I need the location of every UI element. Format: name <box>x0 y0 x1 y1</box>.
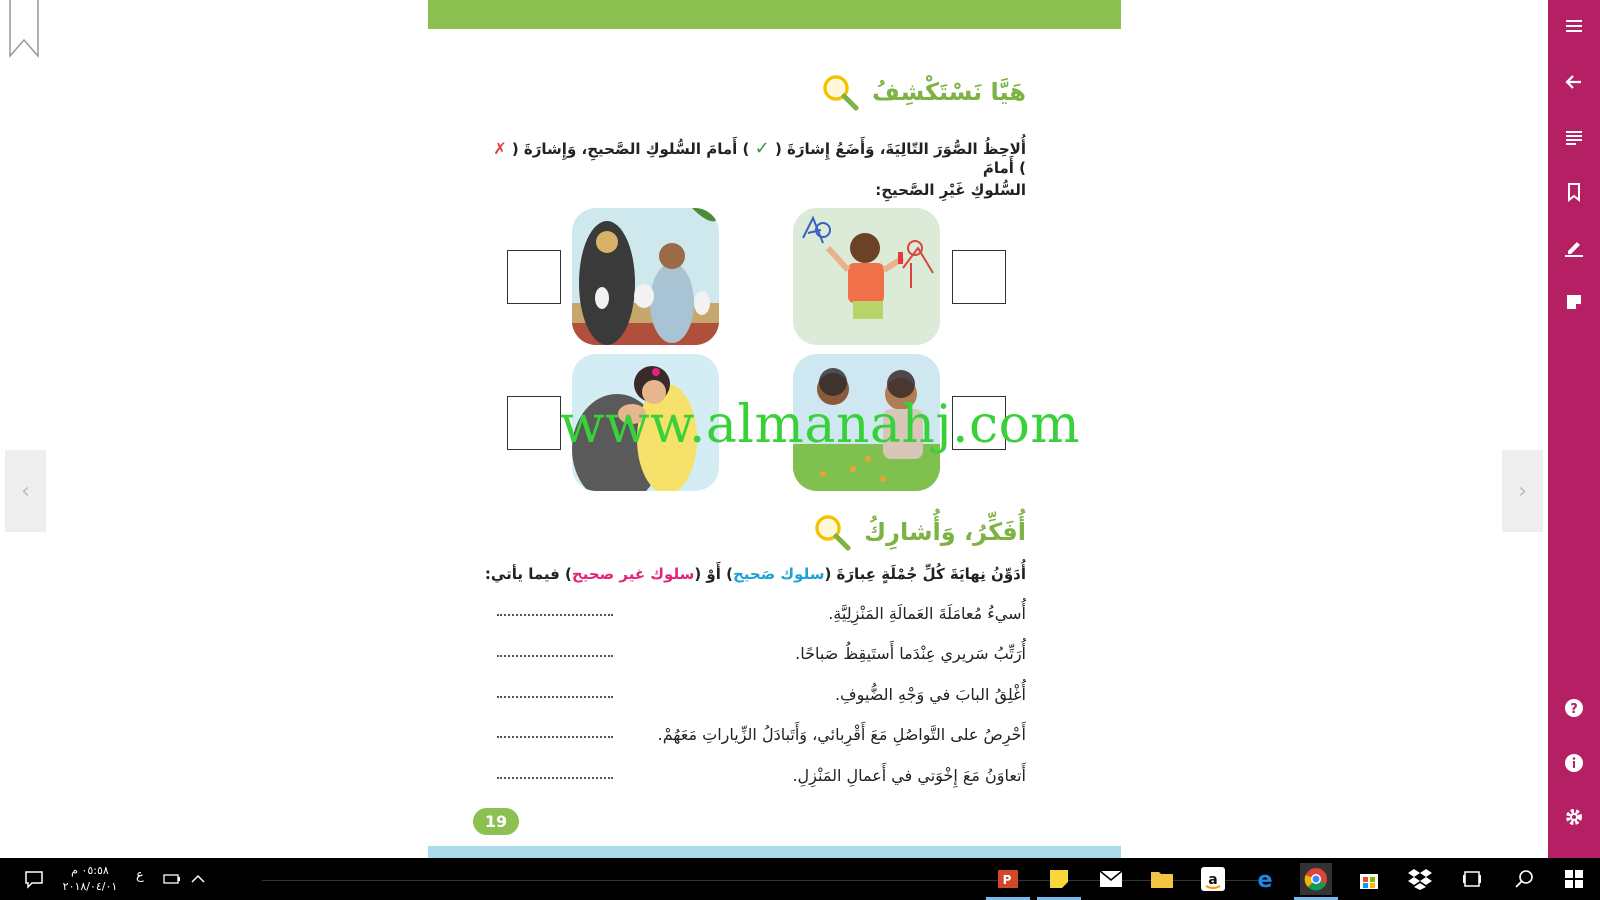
sticky-notes-app[interactable] <box>1043 863 1075 895</box>
bookmark-icon <box>1564 182 1584 202</box>
pen-icon <box>1564 237 1584 257</box>
sentence-1: أُسيءُ مُعامَلَةَ العَمالَةِ المَنْزِلِيَّةِ. <box>828 604 1026 623</box>
x-mark-icon: ✗ <box>493 139 507 158</box>
windows-start-icon <box>1564 869 1584 889</box>
sentence-3: أُغْلِقُ البابَ في وَجْهِ الضُّيوفِ. <box>834 685 1026 704</box>
help-icon <box>1564 698 1584 718</box>
sentence-5: أَتعاوَنُ مَعَ إِخْوَتي في أَعمالِ المَنْزِلِ. <box>792 766 1026 785</box>
clock-time: ٠٥:٥٨ م <box>71 864 109 877</box>
sentence-4: أَحْرِصُ على التَّواصُلِ مَعَ أَقْرِبائي، وَأَتَبادَلُ الزِّياراتِ مَعَهُمْ. <box>657 725 1026 744</box>
answer-line-1[interactable] <box>497 614 613 616</box>
input-language-indicator[interactable]: ع <box>136 868 144 883</box>
back-icon <box>1564 72 1584 92</box>
magnifier-icon <box>812 512 852 552</box>
menu-icon <box>1564 16 1584 36</box>
watermark-text: www.almanahj.com <box>560 395 1081 455</box>
dropbox-icon <box>1408 868 1432 890</box>
instruction-part: ) أَمامَ السُّلوكِ الصَّحيحِ، وَإِشارَةَ ( <box>511 140 750 158</box>
chrome-app[interactable] <box>1300 863 1332 895</box>
section-explore-title <box>820 70 1026 114</box>
instruction-part: أُلاحِظُ الصُّوَرَ التّالِيَةَ، وَأَضَعُ إِشارَةَ ( <box>774 140 1026 158</box>
notification-icon <box>24 869 44 889</box>
sentence-2: أُرَتِّبُ سَريري عِنْدَما أَستَيقِظُ صَباحًا. <box>795 644 1026 663</box>
instruction-part: أُدَوِّنُ نِهايَةَ كُلِّ جُمْلَةٍ عِبارَةَ ( <box>824 565 1026 583</box>
tablet-mode-icon <box>1462 869 1482 889</box>
info-button[interactable] <box>1548 743 1600 783</box>
answer-box-2[interactable] <box>952 250 1006 304</box>
start-button[interactable] <box>1558 863 1590 895</box>
mail-icon <box>1099 870 1123 888</box>
svg-text:?: ? <box>1570 702 1578 717</box>
answer-box-3[interactable] <box>507 396 561 450</box>
label-correct-behavior: سلوك صَحيح <box>732 565 825 583</box>
battery-icon <box>163 873 181 885</box>
powerpoint-icon <box>996 867 1020 891</box>
svg-text:P: P <box>1002 873 1012 887</box>
search-icon <box>1514 869 1534 889</box>
settings-icon <box>1564 807 1584 827</box>
reader-sidebar <box>1548 0 1600 858</box>
store-icon <box>1358 868 1380 890</box>
search-button[interactable] <box>1508 863 1540 895</box>
mail-app[interactable] <box>1095 863 1127 895</box>
instruction-part: ) أَمامَ <box>982 159 1026 177</box>
menu-button[interactable] <box>1548 6 1600 46</box>
check-mark-icon: ✓ <box>754 138 770 159</box>
annotate-button[interactable] <box>1548 227 1600 267</box>
list-icon <box>1564 127 1584 147</box>
note-icon <box>1564 292 1584 312</box>
answer-line-4[interactable] <box>497 736 613 738</box>
chevron-up-icon <box>191 874 205 884</box>
prev-page-button[interactable] <box>5 450 46 532</box>
section-think-share-title-text: أُفَكِّرُ، وَأُشارِكُ <box>864 518 1026 546</box>
tray-overflow-button[interactable] <box>182 863 214 895</box>
next-arrow-icon: › <box>1518 478 1527 504</box>
answer-line-2[interactable] <box>497 655 613 657</box>
clock-date: ٢٠١٨/٠٤/٠١ <box>62 880 118 893</box>
page-top-bar <box>428 0 1121 29</box>
powerpoint-app[interactable] <box>992 863 1024 895</box>
edge-icon <box>1253 867 1277 891</box>
label-wrong-behavior: سلوك غير صحيح <box>571 565 695 583</box>
amazon-icon <box>1201 867 1225 891</box>
page-number-badge: 19 <box>473 808 519 835</box>
instruction-part: ) أَوْ ( <box>694 565 733 583</box>
image-boy-drawing-wall <box>793 208 940 345</box>
action-center-button[interactable] <box>18 863 50 895</box>
page-bottom-bar <box>428 846 1121 858</box>
back-button[interactable] <box>1548 62 1600 102</box>
svg-text:a: a <box>1208 872 1218 888</box>
file-explorer-icon <box>1150 869 1174 889</box>
explore-instruction-line2: السُّلوكِ غَيْرِ الصَّحيحِ: <box>875 181 1026 199</box>
edge-app[interactable] <box>1249 863 1281 895</box>
instruction-part: ) فيما يأتي: <box>484 565 572 583</box>
file-explorer-app[interactable] <box>1146 863 1178 895</box>
info-icon <box>1564 753 1584 773</box>
chrome-icon <box>1304 867 1328 891</box>
notes-button[interactable] <box>1548 282 1600 322</box>
store-app[interactable] <box>1353 863 1385 895</box>
settings-button[interactable] <box>1548 797 1600 837</box>
think-share-instruction <box>485 565 1026 583</box>
tablet-mode-button[interactable] <box>1456 863 1488 895</box>
prev-arrow-icon: ‹ <box>21 478 30 504</box>
page-bookmark-icon[interactable] <box>9 0 39 58</box>
section-explore-title-text: هَيَّا نَسْتَكْشِفُ <box>872 78 1026 106</box>
next-page-button[interactable] <box>1502 450 1543 532</box>
explore-instruction <box>486 138 1026 177</box>
amazon-app[interactable] <box>1197 863 1229 895</box>
section-think-share-title <box>812 510 1026 554</box>
contents-button[interactable] <box>1548 117 1600 157</box>
answer-box-1[interactable] <box>507 250 561 304</box>
answer-line-5[interactable] <box>497 777 613 779</box>
help-button[interactable] <box>1548 688 1600 728</box>
bookmarks-button[interactable] <box>1548 172 1600 212</box>
sticky-notes-icon <box>1048 868 1070 890</box>
image-family-shopping <box>572 208 719 345</box>
answer-line-3[interactable] <box>497 696 613 698</box>
magnifier-icon <box>820 72 860 112</box>
taskbar-clock[interactable] <box>60 863 120 895</box>
svg-text:e: e <box>1257 868 1273 891</box>
dropbox-app[interactable] <box>1404 863 1436 895</box>
